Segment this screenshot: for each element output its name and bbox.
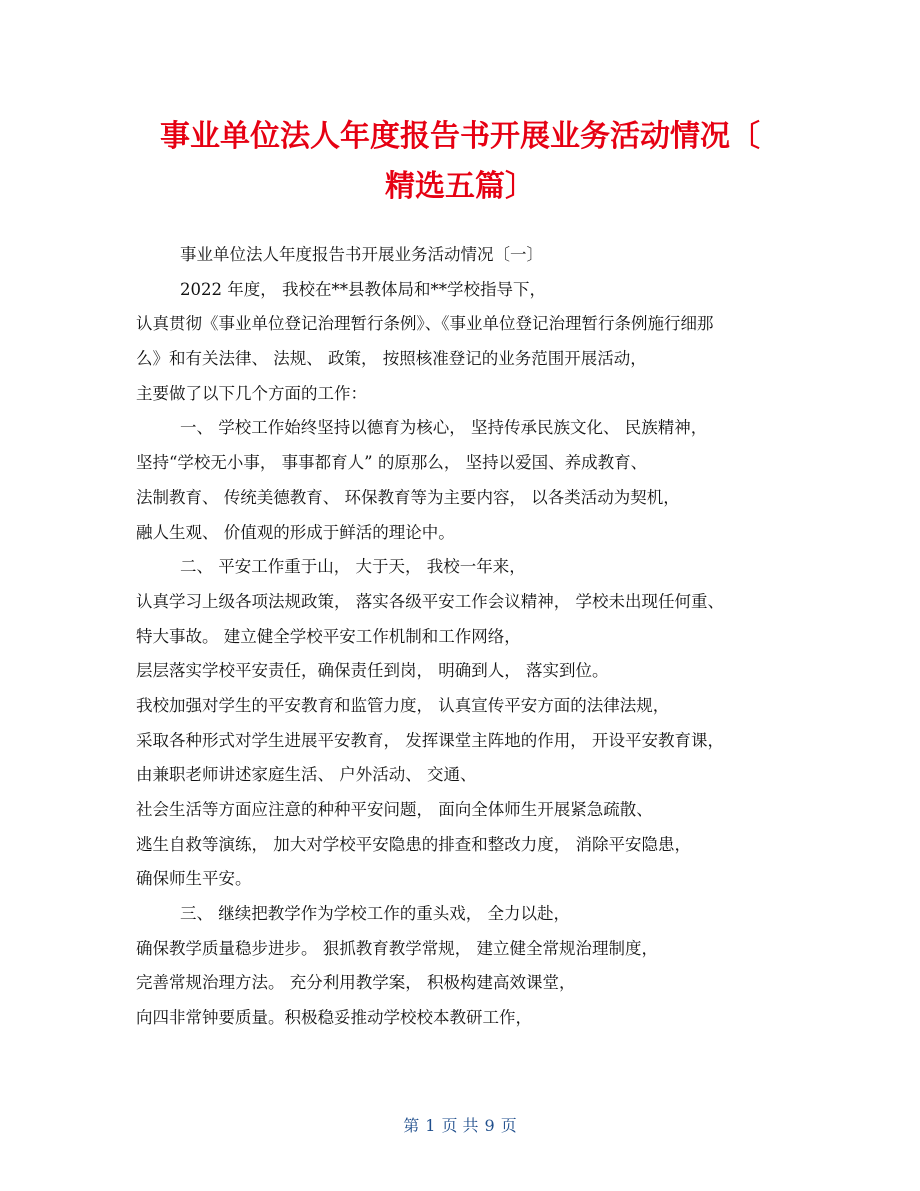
body-line: 么》和有关法律、 法规、 政策， 按照核准登记的业务范围开展活动， (136, 349, 647, 369)
body-line: 向四非常钟要质量。积极稳妥推动学校校本教研工作， (136, 1008, 532, 1028)
body-line: 采取各种形式对学生进展平安教育， 发挥课堂主阵地的作用， 开设平安教育课， (136, 730, 724, 750)
body-line: 由兼职老师讲述家庭生活、 户外活动、 交通、 (136, 765, 477, 785)
body-line: 特大事故。 建立健全学校平安工作机制和工作网络， (136, 626, 521, 646)
document-title (100, 112, 820, 212)
footer-page-number: 1 (425, 1116, 436, 1135)
body-line: 一、 学校工作始终坚持以德育为核心， 坚持传承民族文化、 民族精神， (180, 418, 708, 438)
body-line: 事业单位法人年度报告书开展业务活动情况〔一〕 (180, 245, 543, 264)
footer-total-pages: 9 (484, 1116, 495, 1135)
body-line: 确保教学质量稳步进步。 狠抓教育教学常规， 建立健全常规治理制度， (136, 938, 658, 958)
footer-middle: 页 共 (441, 1116, 479, 1135)
footer-suffix: 页 (500, 1116, 517, 1135)
body-line: 三、 继续把教学作为学校工作的重头戏， 全力以赴， (180, 904, 570, 924)
footer-prefix: 第 (403, 1116, 420, 1135)
body-line: 法制教育、 传统美德教育、 环保教育等为主要内容， 以各类活动为契机， (136, 487, 680, 507)
body-line: 我校加强对学生的平安教育和监管力度， 认真宣传平安方面的法律法规， (136, 695, 670, 715)
body-line: 坚持“学校无小事， 事事都育人” 的原那么， 坚持以爱国、养成教育、 (136, 453, 648, 473)
body-line: 社会生活等方面应注意的种种平安问题， 面向全体师生开展紧急疏散、 (136, 800, 653, 819)
body-line: 认真贯彻《事业单位登记治理暂行条例》、《事业单位登记治理暂行条例施行细那 (136, 314, 714, 334)
body-line: 层层落实学校平安责任，确保责任到岗， 明确到人， 落实到位。 (136, 661, 609, 681)
body-line: 逃生自救等演练， 加大对学校平安隐患的排查和整改力度， 消除平安隐患， (136, 834, 691, 854)
document-body (136, 238, 796, 1036)
body-line: 2022 年度， 我校在**县教体局和**学校指导下， (180, 279, 546, 299)
title-line-2: 精选五篇〕 (385, 169, 535, 204)
page-footer (0, 1112, 920, 1140)
title-line-1: 事业单位法人年度报告书开展业务活动情况〔 (160, 119, 760, 154)
body-line: 完善常规治理方法。 充分利用教学案， 积极构建高效课堂， (136, 973, 576, 993)
body-line: 确保师生平安。 (136, 869, 252, 889)
body-line: 融人生观、 价值观的形成于鲜活的理论中。 (136, 522, 455, 542)
body-line: 主要做了以下几个方面的工作： (136, 383, 367, 403)
body-line: 二、 平安工作重于山， 大于天， 我校一年来， (180, 557, 526, 577)
body-line: 认真学习上级各项法规政策， 落实各级平安工作会议精神， 学校未出现任何重、 (136, 591, 724, 611)
